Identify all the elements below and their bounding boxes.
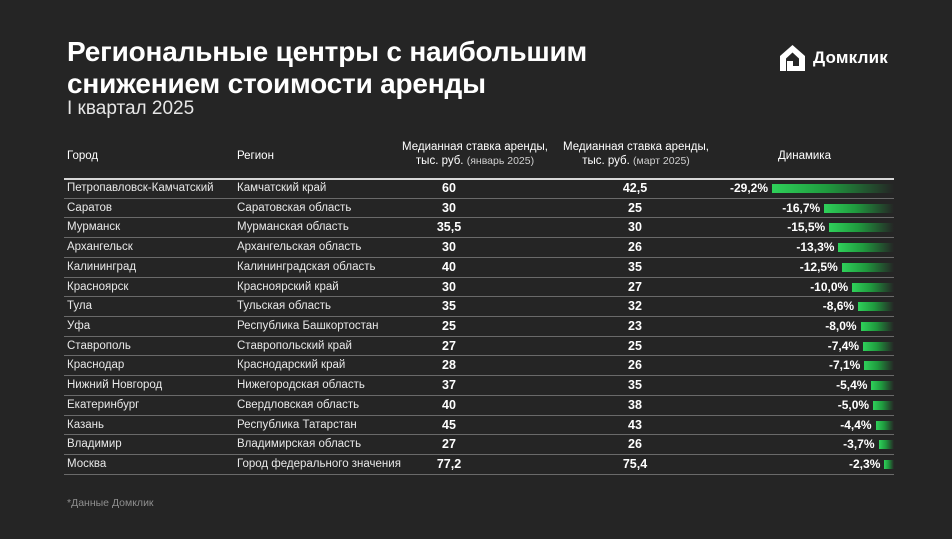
table-row <box>64 199 894 219</box>
cell-mar-rate: 42,5 <box>622 181 648 195</box>
cell-jan-rate: 27 <box>442 437 456 452</box>
dynamics-label: -7,4% <box>827 338 860 353</box>
dynamics-bar <box>824 204 894 213</box>
header-mar-period: (март 2025) <box>633 155 690 167</box>
cell-region: Ставропольский край <box>237 339 352 352</box>
cell-region: Город федерального значения <box>237 458 401 471</box>
dynamics-label: -3,7% <box>843 437 875 452</box>
cell-region: Нижегородская область <box>237 379 365 392</box>
cell-jan-rate: 40 <box>442 259 456 274</box>
cell-region: Калининградская область <box>237 260 376 273</box>
cell-jan-rate: 45 <box>442 417 456 432</box>
cell-jan-rate: 27 <box>442 338 456 353</box>
cell-region: Архангельская область <box>237 241 362 254</box>
table-row <box>64 238 894 258</box>
cell-dynamics <box>664 238 894 257</box>
cell-city: Петропавловск-Камчатский <box>67 182 214 194</box>
header-jan-line1: Медианная ставка аренды, <box>402 141 548 153</box>
cell-city: Архангельск <box>67 241 133 254</box>
table-row <box>64 455 894 475</box>
cell-mar-rate: 27 <box>628 279 642 294</box>
dynamics-label: -5,4% <box>836 378 868 393</box>
dynamics-bar <box>852 283 894 292</box>
cell-dynamics <box>664 356 894 375</box>
cell-dynamics <box>664 179 894 198</box>
cell-city: Ставрополь <box>67 339 131 352</box>
cell-dynamics <box>664 278 894 297</box>
dynamics-bar <box>829 223 894 232</box>
cell-city: Казань <box>67 418 104 431</box>
dynamics-bar <box>884 460 894 469</box>
cell-region: Тульская область <box>237 300 332 313</box>
cell-region: Республика Татарстан <box>237 418 357 431</box>
table-row <box>64 317 894 337</box>
table-row <box>64 396 894 416</box>
dynamics-label: -15,5% <box>787 220 826 235</box>
cell-jan-rate: 30 <box>442 279 456 294</box>
table-row <box>64 218 894 238</box>
cell-region: Красноярский край <box>237 280 339 293</box>
cell-city: Москва <box>67 458 107 471</box>
cell-jan-rate: 77,2 <box>436 457 462 472</box>
cell-mar-rate: 75,4 <box>622 457 648 472</box>
dynamics-label: -8,6% <box>822 299 855 314</box>
cell-city: Тула <box>67 300 92 313</box>
cell-dynamics <box>664 376 894 395</box>
dynamics-label: -16,7% <box>782 200 821 215</box>
cell-region: Республика Башкортостан <box>237 320 379 333</box>
cell-mar-rate: 32 <box>628 299 642 314</box>
cell-city: Владимир <box>67 438 122 451</box>
dynamics-bar <box>864 361 894 370</box>
cell-city: Уфа <box>67 320 91 333</box>
cell-dynamics <box>664 455 894 474</box>
dynamics-label: -4,4% <box>840 417 872 432</box>
cell-jan-rate: 30 <box>442 240 456 255</box>
dynamics-bar <box>858 302 894 311</box>
cell-city: Калининград <box>67 260 137 273</box>
cell-city: Саратов <box>67 201 113 214</box>
cell-region: Мурманская область <box>237 221 349 234</box>
brand-logo <box>779 44 888 72</box>
dynamics-label: -29,2% <box>729 181 768 195</box>
header-jan-period: (январь 2025) <box>466 155 535 167</box>
cell-jan-rate: 35 <box>442 299 456 314</box>
cell-jan-rate: 35,5 <box>436 220 462 235</box>
dynamics-label: -7,1% <box>828 358 861 373</box>
cell-jan-rate: 60 <box>442 181 456 195</box>
header-mar <box>556 140 716 168</box>
cell-mar-rate: 35 <box>628 378 642 393</box>
table-row <box>64 179 894 199</box>
table-row <box>64 376 894 396</box>
cell-dynamics <box>664 416 894 435</box>
header-mar-unit: тыс. руб. <box>582 155 630 167</box>
cell-mar-rate: 25 <box>628 200 642 215</box>
cell-dynamics <box>664 199 894 218</box>
dynamics-bar <box>871 381 894 390</box>
cell-region: Владимирская область <box>237 438 362 451</box>
dynamics-label: -12,5% <box>799 259 838 274</box>
dynamics-bar <box>873 401 894 410</box>
table-row <box>64 337 894 357</box>
title-line-1: Региональные центры с наибольшим <box>67 36 588 67</box>
dynamics-bar <box>842 263 894 272</box>
table-row <box>64 356 894 376</box>
dynamics-label: -5,0% <box>837 397 870 412</box>
cell-city: Нижний Новгород <box>67 379 163 392</box>
brand-name: Домклик <box>813 48 888 67</box>
cell-mar-rate: 23 <box>628 319 642 334</box>
cell-mar-rate: 26 <box>628 358 642 373</box>
dynamics-bar <box>772 184 894 193</box>
dynamics-label: -2,3% <box>849 457 881 472</box>
dynamics-bar <box>863 342 894 351</box>
table-row <box>64 297 894 317</box>
cell-dynamics <box>664 297 894 316</box>
header-dynamics: Динамика <box>778 150 831 162</box>
cell-city: Краснодар <box>67 359 125 372</box>
cell-dynamics <box>664 218 894 237</box>
cell-mar-rate: 25 <box>628 338 642 353</box>
dynamics-label: -13,3% <box>796 240 835 255</box>
cell-region: Свердловская область <box>237 398 360 411</box>
cell-mar-rate: 38 <box>628 397 642 412</box>
cell-city: Мурманск <box>67 221 121 234</box>
cell-jan-rate: 40 <box>442 397 456 412</box>
cell-mar-rate: 26 <box>628 437 642 452</box>
dynamics-bar <box>876 421 894 430</box>
table-row <box>64 435 894 455</box>
cell-region: Саратовская область <box>237 201 352 214</box>
title-line-2: снижением стоимости аренды <box>67 68 486 99</box>
cell-region: Краснодарский край <box>237 359 346 372</box>
cell-dynamics <box>664 396 894 415</box>
page-title <box>67 36 587 100</box>
cell-jan-rate: 30 <box>442 200 456 215</box>
cell-mar-rate: 30 <box>628 220 642 235</box>
header-city: Город <box>67 150 99 162</box>
header-mar-line1: Медианная ставка аренды, <box>563 141 709 153</box>
dynamics-label: -10,0% <box>810 279 849 294</box>
dynamics-bar <box>838 243 894 252</box>
dynamics-label: -8,0% <box>825 319 857 334</box>
cell-jan-rate: 28 <box>442 358 456 373</box>
dynamics-bar <box>861 322 894 331</box>
cell-mar-rate: 26 <box>628 240 642 255</box>
table-row <box>64 416 894 436</box>
cell-dynamics <box>664 317 894 336</box>
cell-region: Камчатский край <box>237 182 327 194</box>
cell-jan-rate: 25 <box>442 319 456 334</box>
cell-mar-rate: 43 <box>628 417 642 432</box>
cell-dynamics <box>664 337 894 356</box>
cell-mar-rate: 35 <box>628 259 642 274</box>
cell-dynamics <box>664 435 894 454</box>
domclick-house-icon <box>779 44 806 72</box>
table-row <box>64 258 894 278</box>
header-jan <box>395 140 555 168</box>
dynamics-bar <box>879 440 894 449</box>
footnote: *Данные Домклик <box>67 497 154 509</box>
cell-jan-rate: 37 <box>442 378 456 393</box>
subtitle: I квартал 2025 <box>67 98 195 119</box>
cell-city: Красноярск <box>67 280 129 293</box>
header-jan-unit: тыс. руб. <box>415 155 464 167</box>
table-row <box>64 278 894 298</box>
cell-city: Екатеринбург <box>67 398 140 411</box>
data-table <box>64 179 894 475</box>
header-region: Регион <box>237 150 274 162</box>
cell-dynamics <box>664 258 894 277</box>
